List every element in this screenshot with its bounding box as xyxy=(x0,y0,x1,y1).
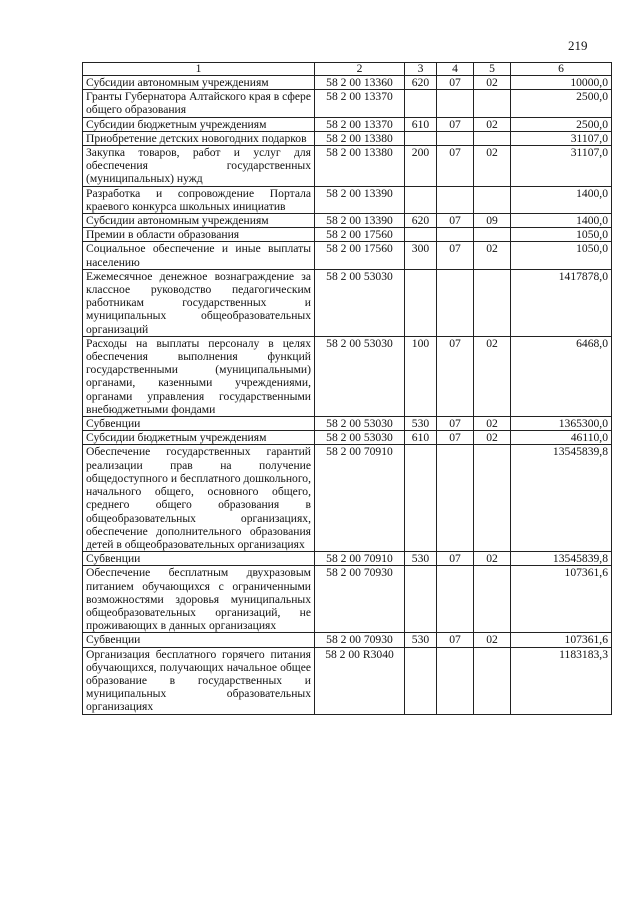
target-code: 58 2 00 53030 xyxy=(315,336,405,416)
expense-type: 620 xyxy=(405,76,437,90)
amount: 46110,0 xyxy=(511,431,612,445)
target-code: 58 2 00 70910 xyxy=(315,445,405,552)
section-code xyxy=(437,647,474,714)
subsection-code: 02 xyxy=(474,417,511,431)
expense-name: Обеспечение бесплатным двухразовым питанием обучающихся с ограниченными возможностями здоровья муниципальных общеобразовательных организаций, не проживающих в данных организациях xyxy=(83,566,315,633)
subsection-code xyxy=(474,131,511,145)
expense-name: Приобретение детских новогодних подарков xyxy=(83,131,315,145)
target-code: 58 2 00 13360 xyxy=(315,76,405,90)
target-code: 58 2 00 70930 xyxy=(315,566,405,633)
table-row xyxy=(83,336,612,416)
target-code: 58 2 00 17560 xyxy=(315,228,405,242)
section-code: 07 xyxy=(437,431,474,445)
expense-name: Субвенции xyxy=(83,417,315,431)
section-code: 07 xyxy=(437,336,474,416)
section-code xyxy=(437,445,474,552)
table-row xyxy=(83,186,612,213)
column-header: 2 xyxy=(315,63,405,76)
table-row xyxy=(83,269,612,336)
column-header: 4 xyxy=(437,63,474,76)
amount: 107361,6 xyxy=(511,633,612,647)
expense-type: 100 xyxy=(405,336,437,416)
section-code xyxy=(437,186,474,213)
expense-name: Организация бесплатного горячего питания обучающихся, получающих начальное общее образование в государственных и муниципальных образовательных организациях xyxy=(83,647,315,714)
amount: 1400,0 xyxy=(511,186,612,213)
amount: 31107,0 xyxy=(511,146,612,187)
subsection-code xyxy=(474,228,511,242)
expense-name: Обеспечение государственных гарантий реализации прав на получение общедоступного и бесплатного дошкольного, начального общего, основного общего, среднего общего образования в общеобразовательных организациях, обеспечение дополнительного образования детей в общеобразовательных организациях xyxy=(83,445,315,552)
section-code: 07 xyxy=(437,552,474,566)
page-number: 219 xyxy=(568,38,588,53)
target-code: 58 2 00 53030 xyxy=(315,269,405,336)
amount: 1183183,3 xyxy=(511,647,612,714)
target-code: 58 2 00 R3040 xyxy=(315,647,405,714)
table-row xyxy=(83,228,612,242)
target-code: 58 2 00 13380 xyxy=(315,146,405,187)
target-code: 58 2 00 17560 xyxy=(315,242,405,269)
column-header: 6 xyxy=(511,63,612,76)
expense-type: 620 xyxy=(405,214,437,228)
amount: 1400,0 xyxy=(511,214,612,228)
expense-type: 610 xyxy=(405,431,437,445)
expense-name: Субсидии автономным учреждениям xyxy=(83,214,315,228)
expense-type: 300 xyxy=(405,242,437,269)
section-code: 07 xyxy=(437,214,474,228)
table-row xyxy=(83,633,612,647)
expense-name: Субсидии автономным учреждениям xyxy=(83,76,315,90)
target-code: 58 2 00 53030 xyxy=(315,417,405,431)
target-code: 58 2 00 13370 xyxy=(315,117,405,131)
amount: 6468,0 xyxy=(511,336,612,416)
table-row xyxy=(83,566,612,633)
expense-name: Социальное обеспечение и иные выплаты населению xyxy=(83,242,315,269)
expense-type xyxy=(405,647,437,714)
subsection-code: 02 xyxy=(474,146,511,187)
subsection-code: 02 xyxy=(474,76,511,90)
expense-type xyxy=(405,186,437,213)
expense-name: Субсидии бюджетным учреждениям xyxy=(83,431,315,445)
amount: 10000,0 xyxy=(511,76,612,90)
subsection-code: 02 xyxy=(474,552,511,566)
expense-name: Субвенции xyxy=(83,633,315,647)
target-code: 58 2 00 13390 xyxy=(315,214,405,228)
section-code xyxy=(437,566,474,633)
target-code: 58 2 00 13390 xyxy=(315,186,405,213)
expense-type xyxy=(405,566,437,633)
expense-name: Гранты Губернатора Алтайского края в сфере общего образования xyxy=(83,90,315,117)
table-row xyxy=(83,647,612,714)
column-header: 5 xyxy=(474,63,511,76)
expense-type xyxy=(405,228,437,242)
expense-name: Ежемесячное денежное вознаграждение за классное руководство педагогическим работникам государственных и муниципальных общеобразовательных организаций xyxy=(83,269,315,336)
amount: 2500,0 xyxy=(511,90,612,117)
table-header-row xyxy=(83,63,612,76)
subsection-code: 02 xyxy=(474,117,511,131)
subsection-code: 09 xyxy=(474,214,511,228)
subsection-code xyxy=(474,269,511,336)
expense-type xyxy=(405,90,437,117)
expense-type: 200 xyxy=(405,146,437,187)
table-row xyxy=(83,552,612,566)
section-code: 07 xyxy=(437,76,474,90)
expense-name: Субсидии бюджетным учреждениям xyxy=(83,117,315,131)
amount: 1050,0 xyxy=(511,242,612,269)
section-code xyxy=(437,131,474,145)
section-code: 07 xyxy=(437,146,474,187)
subsection-code xyxy=(474,445,511,552)
table-row xyxy=(83,242,612,269)
section-code: 07 xyxy=(437,633,474,647)
section-code: 07 xyxy=(437,417,474,431)
table-row xyxy=(83,90,612,117)
subsection-code xyxy=(474,186,511,213)
subsection-code: 02 xyxy=(474,242,511,269)
subsection-code xyxy=(474,647,511,714)
budget-table xyxy=(82,62,612,715)
table-row xyxy=(83,76,612,90)
expense-type xyxy=(405,131,437,145)
subsection-code: 02 xyxy=(474,633,511,647)
table-row xyxy=(83,214,612,228)
expense-name: Субвенции xyxy=(83,552,315,566)
expense-type: 530 xyxy=(405,417,437,431)
column-header: 3 xyxy=(405,63,437,76)
column-header: 1 xyxy=(83,63,315,76)
expense-type: 530 xyxy=(405,552,437,566)
table-row xyxy=(83,146,612,187)
table-row xyxy=(83,117,612,131)
expense-name: Премии в области образования xyxy=(83,228,315,242)
target-code: 58 2 00 13370 xyxy=(315,90,405,117)
subsection-code xyxy=(474,90,511,117)
section-code xyxy=(437,269,474,336)
target-code: 58 2 00 70930 xyxy=(315,633,405,647)
amount: 1365300,0 xyxy=(511,417,612,431)
expense-name: Разработка и сопровождение Портала краевого конкурса школьных инициатив xyxy=(83,186,315,213)
section-code xyxy=(437,228,474,242)
amount: 1050,0 xyxy=(511,228,612,242)
amount: 107361,6 xyxy=(511,566,612,633)
section-code xyxy=(437,90,474,117)
amount: 2500,0 xyxy=(511,117,612,131)
section-code: 07 xyxy=(437,242,474,269)
amount: 1417878,0 xyxy=(511,269,612,336)
expense-type: 530 xyxy=(405,633,437,647)
subsection-code: 02 xyxy=(474,431,511,445)
table-row xyxy=(83,431,612,445)
target-code: 58 2 00 70910 xyxy=(315,552,405,566)
expense-type xyxy=(405,445,437,552)
table-row xyxy=(83,445,612,552)
target-code: 58 2 00 53030 xyxy=(315,431,405,445)
amount: 13545839,8 xyxy=(511,552,612,566)
amount: 31107,0 xyxy=(511,131,612,145)
expense-name: Расходы на выплаты персоналу в целях обеспечения выполнения функций государственными (муниципальными) органами, казенными учреждениями, органами управления государственными внебюджетными фондами xyxy=(83,336,315,416)
subsection-code xyxy=(474,566,511,633)
expense-type xyxy=(405,269,437,336)
subsection-code: 02 xyxy=(474,336,511,416)
target-code: 58 2 00 13380 xyxy=(315,131,405,145)
section-code: 07 xyxy=(437,117,474,131)
expense-name: Закупка товаров, работ и услуг для обеспечения государственных (муниципальных) нужд xyxy=(83,146,315,187)
table-row xyxy=(83,417,612,431)
table-row xyxy=(83,131,612,145)
expense-type: 610 xyxy=(405,117,437,131)
amount: 13545839,8 xyxy=(511,445,612,552)
